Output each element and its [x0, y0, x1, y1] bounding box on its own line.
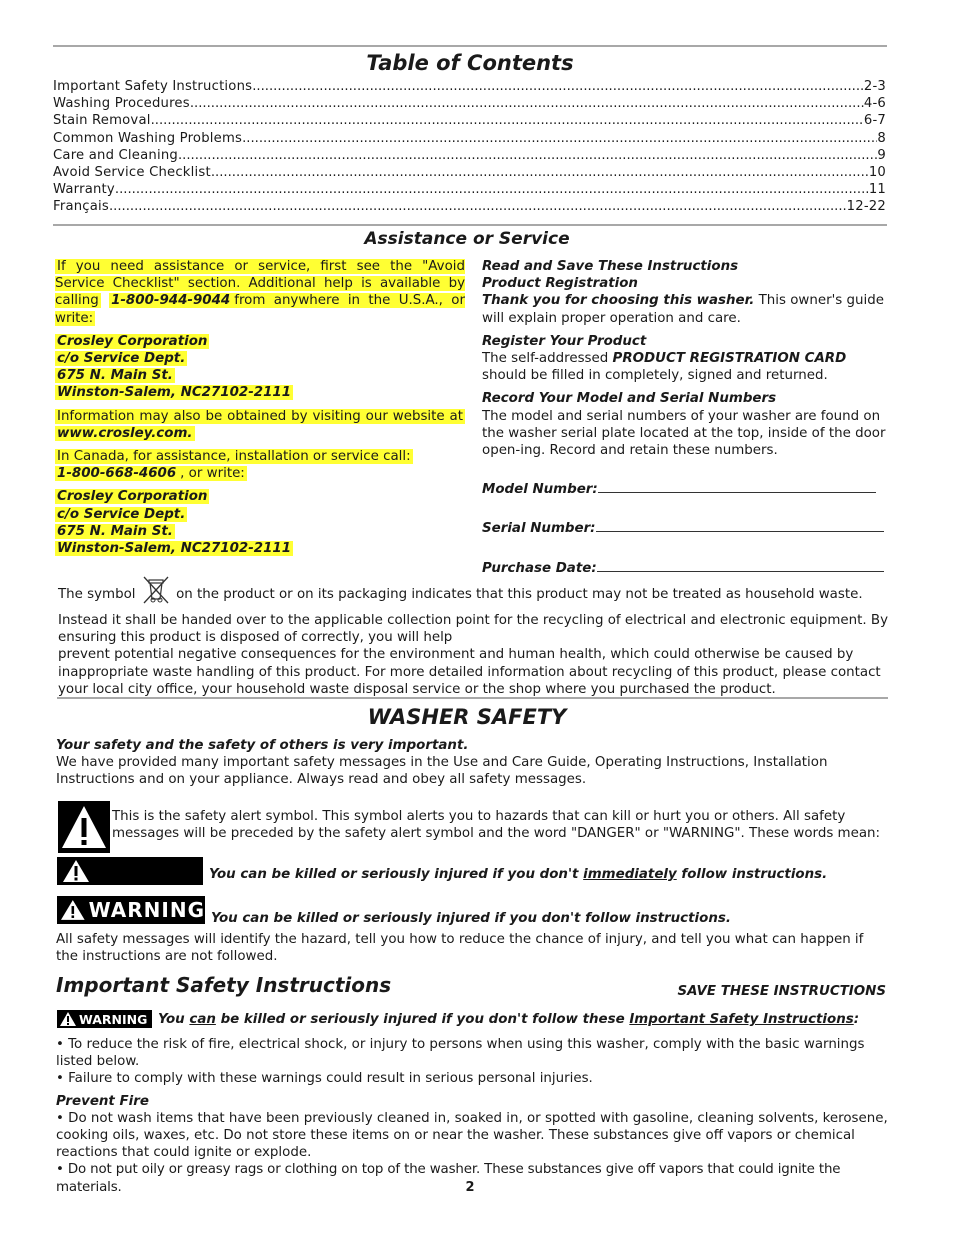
all-safety-messages: All safety messages will identify the hazard, tell you how to reduce the chance of injury, and tell you what can happen if the instructions are not followed. [56, 932, 864, 965]
model-number-field[interactable]: Model Number: [482, 480, 892, 498]
warning-badge: WARNING [57, 896, 205, 924]
danger-badge [57, 857, 203, 885]
toc-leader [252, 78, 864, 95]
isi-bullets [56, 1036, 888, 1196]
record-heading: Record Your Model and Serial Numbers [482, 391, 777, 407]
toc-entry[interactable] [53, 95, 886, 112]
address-line: Winston-Salem, NC27102-2111 [57, 541, 292, 557]
bullet-3: • Do not wash items that have been previously cleaned in, soaked in, or spotted with gasoline, cleaning solvents, kerosene, cooking oils, waxes, etc. Do not store these items on or near the washer. These substances give off vapors or chemical reactions that could ignite or explode. [56, 1110, 888, 1161]
toc-entry-page: 8 [877, 130, 886, 146]
us-phone: 1-800-944-9044 [111, 293, 231, 309]
toc-entry[interactable] [53, 147, 886, 164]
toc-entry-page: 9 [877, 147, 886, 163]
bullet-4: • Do not put oily or greasy rags or clothing on top of the washer. These substances give off vapors that could ignite the materials. [56, 1162, 841, 1195]
toc-leader [109, 198, 847, 215]
toc-entry[interactable] [53, 78, 886, 95]
toc-entry-label: Stain Removal [53, 113, 151, 129]
isi-warning-badge: WARNING [57, 1010, 152, 1028]
canada-para: In Canada, for assistance, installation or service call: 1-800-668-4606 , or write: [57, 449, 411, 482]
toc-entry-page: 4-6 [863, 96, 886, 112]
washer-safety-title: WASHER SAFETY [367, 705, 567, 729]
bullet-1: • To reduce the risk of fire, electrical shock, or injury to persons when using this washer, comply with the basic warnings listed below. [56, 1037, 865, 1070]
isi-title: Important Safety Instructions [56, 973, 392, 997]
toc-entry[interactable] [53, 181, 886, 198]
toc-title: Table of Contents [366, 51, 574, 75]
toc-entry-label: Warranty [53, 182, 115, 198]
toc-leader [242, 130, 877, 147]
toc-leader [211, 164, 869, 181]
register-heading: Register Your Product [482, 333, 647, 349]
toc-rule [53, 224, 887, 226]
assistance-title: Assistance or Service [364, 229, 570, 249]
prevent-fire-heading: Prevent Fire [56, 1093, 149, 1109]
website-para: Information may also be obtained by visiting our website at www.crosley.com. [57, 408, 463, 441]
safety-rule [57, 697, 888, 699]
address-line: Crosley Corporation [57, 333, 208, 349]
address-line: Winston-Salem, NC27102-2111 [57, 385, 292, 401]
website-link[interactable]: www.crosley.com. [57, 425, 193, 441]
alert-symbol-text: This is the safety alert symbol. This symbol alerts you to hazards that can kill or hurt you or others. All safety messages will be preceded by the safety alert symbol and the word "DANGER" or "WARNING". These words mean: [112, 809, 881, 842]
toc-entry-label: Important Safety Instructions [53, 79, 253, 94]
toc-leader [115, 181, 869, 198]
toc-leader [190, 95, 864, 112]
save-instructions: SAVE THESE INSTRUCTIONS [677, 984, 886, 999]
record-para: The model and serial numbers of your washer are found on the washer serial plate located at the top, inside of the door open-ing. Record and retain these numbers. [482, 408, 886, 459]
toc-entry[interactable] [53, 130, 886, 147]
address-line: Crosley Corporation [57, 489, 208, 505]
assistance-left [55, 258, 465, 557]
toc-entry[interactable] [53, 164, 886, 181]
toc-leader [151, 112, 864, 129]
read-save-heading: Read and Save These Instructions [482, 259, 739, 274]
thank-you-para: Thank you for choosing this washer. This owner's guide will explain proper operation and care. [482, 293, 884, 326]
address-line: 675 N. Main St. [57, 523, 173, 539]
serial-number-field[interactable]: Serial Number: [482, 519, 892, 537]
toc-entry-page: 2-3 [863, 79, 886, 94]
product-registration-heading: Product Registration [482, 276, 638, 292]
toc-entry-page: 12-22 [846, 199, 886, 215]
top-rule [53, 45, 887, 47]
warning-text: You can be killed or seriously injured if you don't follow instructions. [211, 911, 731, 926]
toc-entry-label: Washing Procedures [53, 96, 190, 112]
isi-warning-text: You can be killed or seriously injured if you don't follow these Important Safety Instructions: [158, 1012, 860, 1027]
toc-entry[interactable] [53, 112, 886, 129]
toc-entry-page: 11 [868, 182, 886, 198]
address-line: c/o Service Dept. [57, 351, 186, 367]
toc-leader [178, 147, 877, 164]
toc-list [53, 78, 886, 216]
toc-entry-label: Care and Cleaning [53, 147, 178, 163]
register-para: The self-addressed PRODUCT REGISTRATION CARD should be filled in completely, signed and returned. [482, 351, 847, 384]
bullet-2: • Failure to comply with these warnings could result in serious personal injuries. [56, 1071, 593, 1087]
toc-entry-page: 10 [868, 165, 886, 181]
page-number: 2 [465, 1180, 475, 1195]
purchase-date-field[interactable]: Purchase Date: [482, 559, 892, 577]
us-address [55, 333, 465, 402]
toc-entry[interactable] [53, 198, 886, 215]
address-line: c/o Service Dept. [57, 506, 186, 522]
danger-text: You can be killed or seriously injured if you don't immediately follow instructions. [209, 867, 828, 882]
canada-phone: 1-800-668-4606 [57, 466, 177, 482]
safety-alert-icon [58, 801, 110, 853]
toc-entry-label: Common Washing Problems [53, 130, 243, 146]
assistance-right [482, 258, 892, 577]
assistance-para-1: If you need assistance or service, first see the "Avoid Service Checklist" section. Additional help is available by calling 1-800-944-9044 from anywhere in the U.S.A., or write: [55, 259, 465, 326]
weee-para: The symbol on the product or on its packaging indicates that this product may not be treated as household waste. Instead it shall be handed over to the applicable collection point for the recycling of electrical and electronic equipment. By ensuring this product is disposed of correctly, you will help prevent potential negative consequences for the environment and human health, which could otherwise be caused by inappropriate waste handling of this product. For more detailed information about recycling of this product, please contact your local city office, your household waste disposal service or the shop where you purchased the product. [58, 586, 892, 698]
address-line: 675 N. Main St. [57, 368, 173, 384]
weee-bin-icon [140, 586, 172, 612]
toc-entry-label: Français [53, 199, 109, 215]
canada-address [55, 488, 465, 557]
safety-lead: Your safety and the safety of others is very important. We have provided many important safety messages in the Use and Care Guide, Operating Instructions, Installation Instructions and on your appliance. Always read and obey all safety messages. [56, 738, 828, 788]
toc-entry-page: 6-7 [863, 113, 886, 129]
toc-entry-label: Avoid Service Checklist [53, 165, 211, 181]
